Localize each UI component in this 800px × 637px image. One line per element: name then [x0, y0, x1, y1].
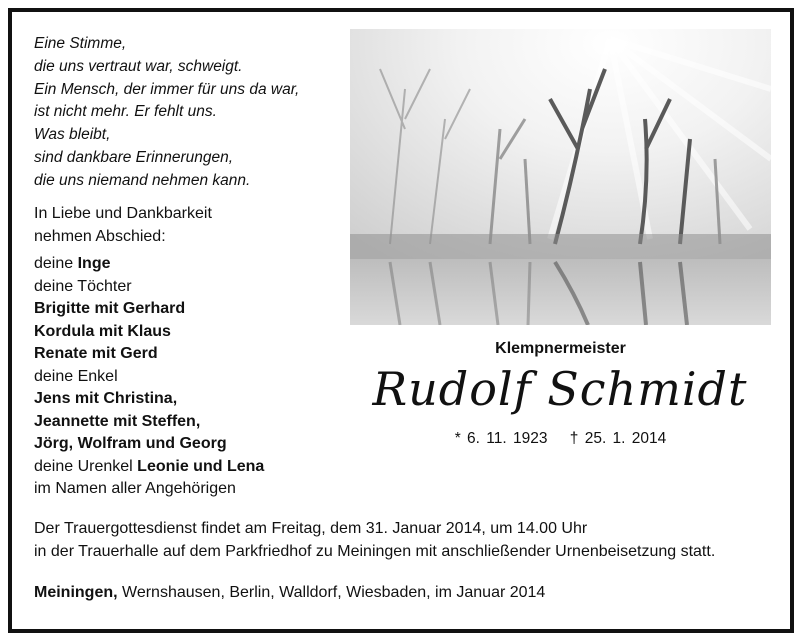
farewell-line: nehmen Abschied:: [34, 227, 166, 245]
death-date: † 25. 1. 2014: [569, 430, 667, 447]
poem-line: Was bleibt,: [34, 126, 111, 144]
poem-line: die uns vertraut war, schweigt.: [34, 57, 243, 75]
mourner-name: Renate mit Gerd: [34, 345, 158, 362]
mourner-group-label: deine Enkel: [34, 367, 118, 385]
mourner-name: Jörg, Wolfram und Georg: [34, 435, 227, 452]
mourner-name: Kordula mit Klaus: [34, 322, 171, 340]
poem-line: die uns niemand nehmen kann.: [34, 171, 251, 189]
mourner-group-label: deine Töchter: [34, 277, 132, 295]
mourner-relatives: im Namen aller Angehörigen: [34, 480, 236, 497]
mourner-great-grandchildren: deine Urenkel Leonie und Lena: [34, 457, 265, 475]
mourner-name: Jeannette mit Steffen,: [34, 412, 201, 430]
mourner-wife: deine Inge: [34, 255, 111, 272]
mourner-name: Jens mit Christina,: [34, 390, 178, 407]
deceased-name: Rudolf Schmidt: [372, 362, 748, 416]
birth-date: * 6. 11. 1923: [454, 430, 548, 447]
forest-lake-photo: [350, 29, 771, 325]
service-line: Der Trauergottesdienst findet am Freitag, dem 31. Januar 2014, um 14.00 Uhr: [34, 520, 588, 537]
farewell-line: In Liebe und Dankbarkeit: [34, 205, 212, 222]
closing-line: Meiningen, Wernshausen, Berlin, Walldorf, Wiesbaden, im Januar 2014: [34, 584, 546, 601]
poem-line: Ein Mensch, der immer für uns da war,: [34, 80, 300, 98]
mourner-name: Brigitte mit Gerhard: [34, 300, 186, 317]
mourners-block: [34, 203, 264, 501]
occupation: Klempnermeister: [495, 340, 626, 357]
service-info: [34, 518, 715, 563]
life-dates: [350, 430, 771, 448]
poem-line: Eine Stimme,: [34, 35, 127, 52]
poem-line: ist nicht mehr. Er fehlt uns.: [34, 103, 217, 121]
service-line: in der Trauerhalle auf dem Parkfriedhof zu Meiningen mit anschließender Urnenbeisetzung statt.: [34, 542, 716, 560]
poem-line: sind dankbare Erinnerungen,: [34, 148, 234, 166]
poem: [34, 33, 299, 193]
